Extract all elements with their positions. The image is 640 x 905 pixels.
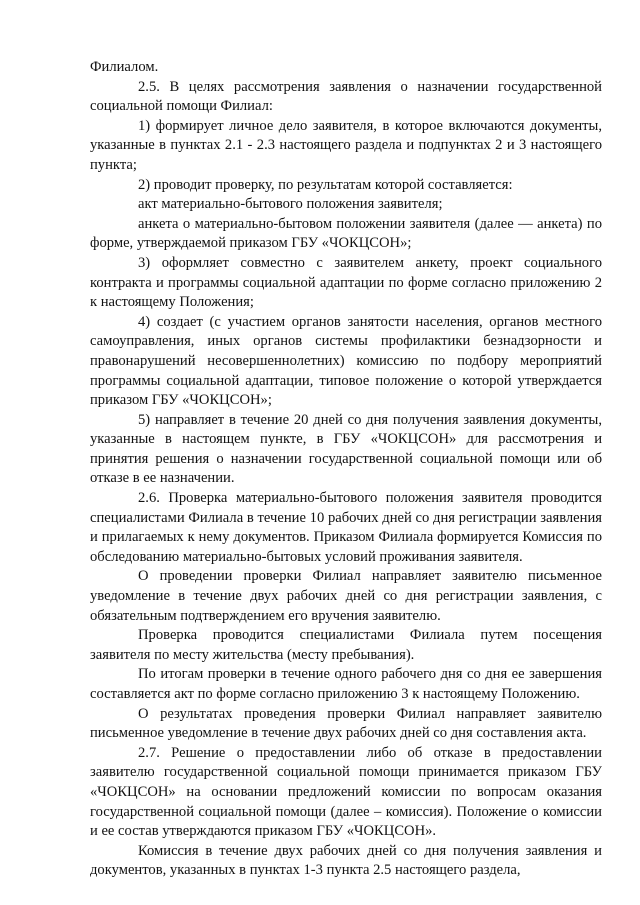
paragraph-2-7: 2.7. Решение о предоставлении либо об отказе в предоставлении заявителю государственной социальной помощи принимается приказом ГБУ «ЧОКЦСОН» на основании предложений комиссии по вопросам оказания государственной социальной помощи (далее – комиссия). Положение о комиссии и ее состав утверждаются приказом ГБУ «ЧОКЦСОН». — [90, 744, 602, 840]
paragraph-2-5-item-5: 5) направляет в течение 20 дней со дня получения заявления документы, указанные в настоящем пункте, в ГБУ «ЧОКЦСОН» для рассмотрения и принятия решения о назначении государственной социальной помощи или об отказе в ее назначении. — [90, 411, 602, 487]
paragraph-2-5-item-4: 4) создает (с участием органов занятости населения, органов местного самоуправления, иных органов системы профилактики безнадзорности и правонарушений несовершеннолетних) комиссию по подбору мероприятий программы социальной адаптации, типовое положение о которой утверждается приказом ГБУ «ЧОКЦСОН»; — [90, 313, 602, 409]
paragraph-commission: Комиссия в течение двух рабочих дней со дня получения заявления и документов, указанных в пунктах 1-3 пункта 2.5 настоящего раздела, — [90, 842, 602, 879]
document-body — [90, 58, 602, 881]
paragraph-questionnaire: анкета о материально-бытовом положении заявителя (далее — анкета) по форме, утверждаемой приказом ГБУ «ЧОКЦСОН»; — [90, 215, 602, 252]
paragraph-inspection-result: По итогам проверки в течение одного рабочего дня со дня ее завершения составляется акт по форме согласно приложению 3 к настоящему Положению. — [90, 666, 602, 702]
paragraph-continuation: Филиалом. — [90, 59, 159, 75]
paragraph-2-5-item-2: 2) проводит проверку, по результатам которой составляется: — [138, 176, 513, 193]
paragraph-notification: О проведении проверки Филиал направляет заявителю письменное уведомление в течение двух рабочих дней со дня регистрации заявления, с обязательным подтверждением его вручения заявителю. — [90, 568, 602, 624]
paragraph-2-5-item-1: 1) формирует личное дело заявителя, в которое включаются документы, указанные в пунктах 2.1 - 2.3 настоящего раздела и подпунктах 2 и 3 настоящего пункта; — [90, 117, 602, 173]
paragraph-inspection: Проверка проводится специалистами Филиала путем посещения заявителя по месту жительства (месту пребывания). — [90, 627, 602, 663]
paragraph-2-5: 2.5. В целях рассмотрения заявления о назначении государственной социальной помощи Филиал: — [90, 78, 602, 115]
paragraph-2-5-item-3: 3) оформляет совместно с заявителем анкету, проект социального контракта и программы социальной адаптации по форме согласно приложению 2 к настоящему Положения; — [90, 254, 602, 311]
paragraph-act: акт материально-бытового положения заявителя; — [138, 196, 443, 213]
paragraph-2-6: 2.6. Проверка материально-бытового положения заявителя проводится специалистами Филиала в течение 10 рабочих дней со дня регистрации заявления и прилагаемых к нему документов. Приказом Филиала формируется Комиссия по обследованию материально-бытовых условий проживания заявителя. — [90, 490, 602, 565]
paragraph-results-notice: О результатах проведения проверки Филиал направляет заявителю письменное уведомление в течение двух рабочих дней со дня составления акта. — [90, 705, 602, 742]
